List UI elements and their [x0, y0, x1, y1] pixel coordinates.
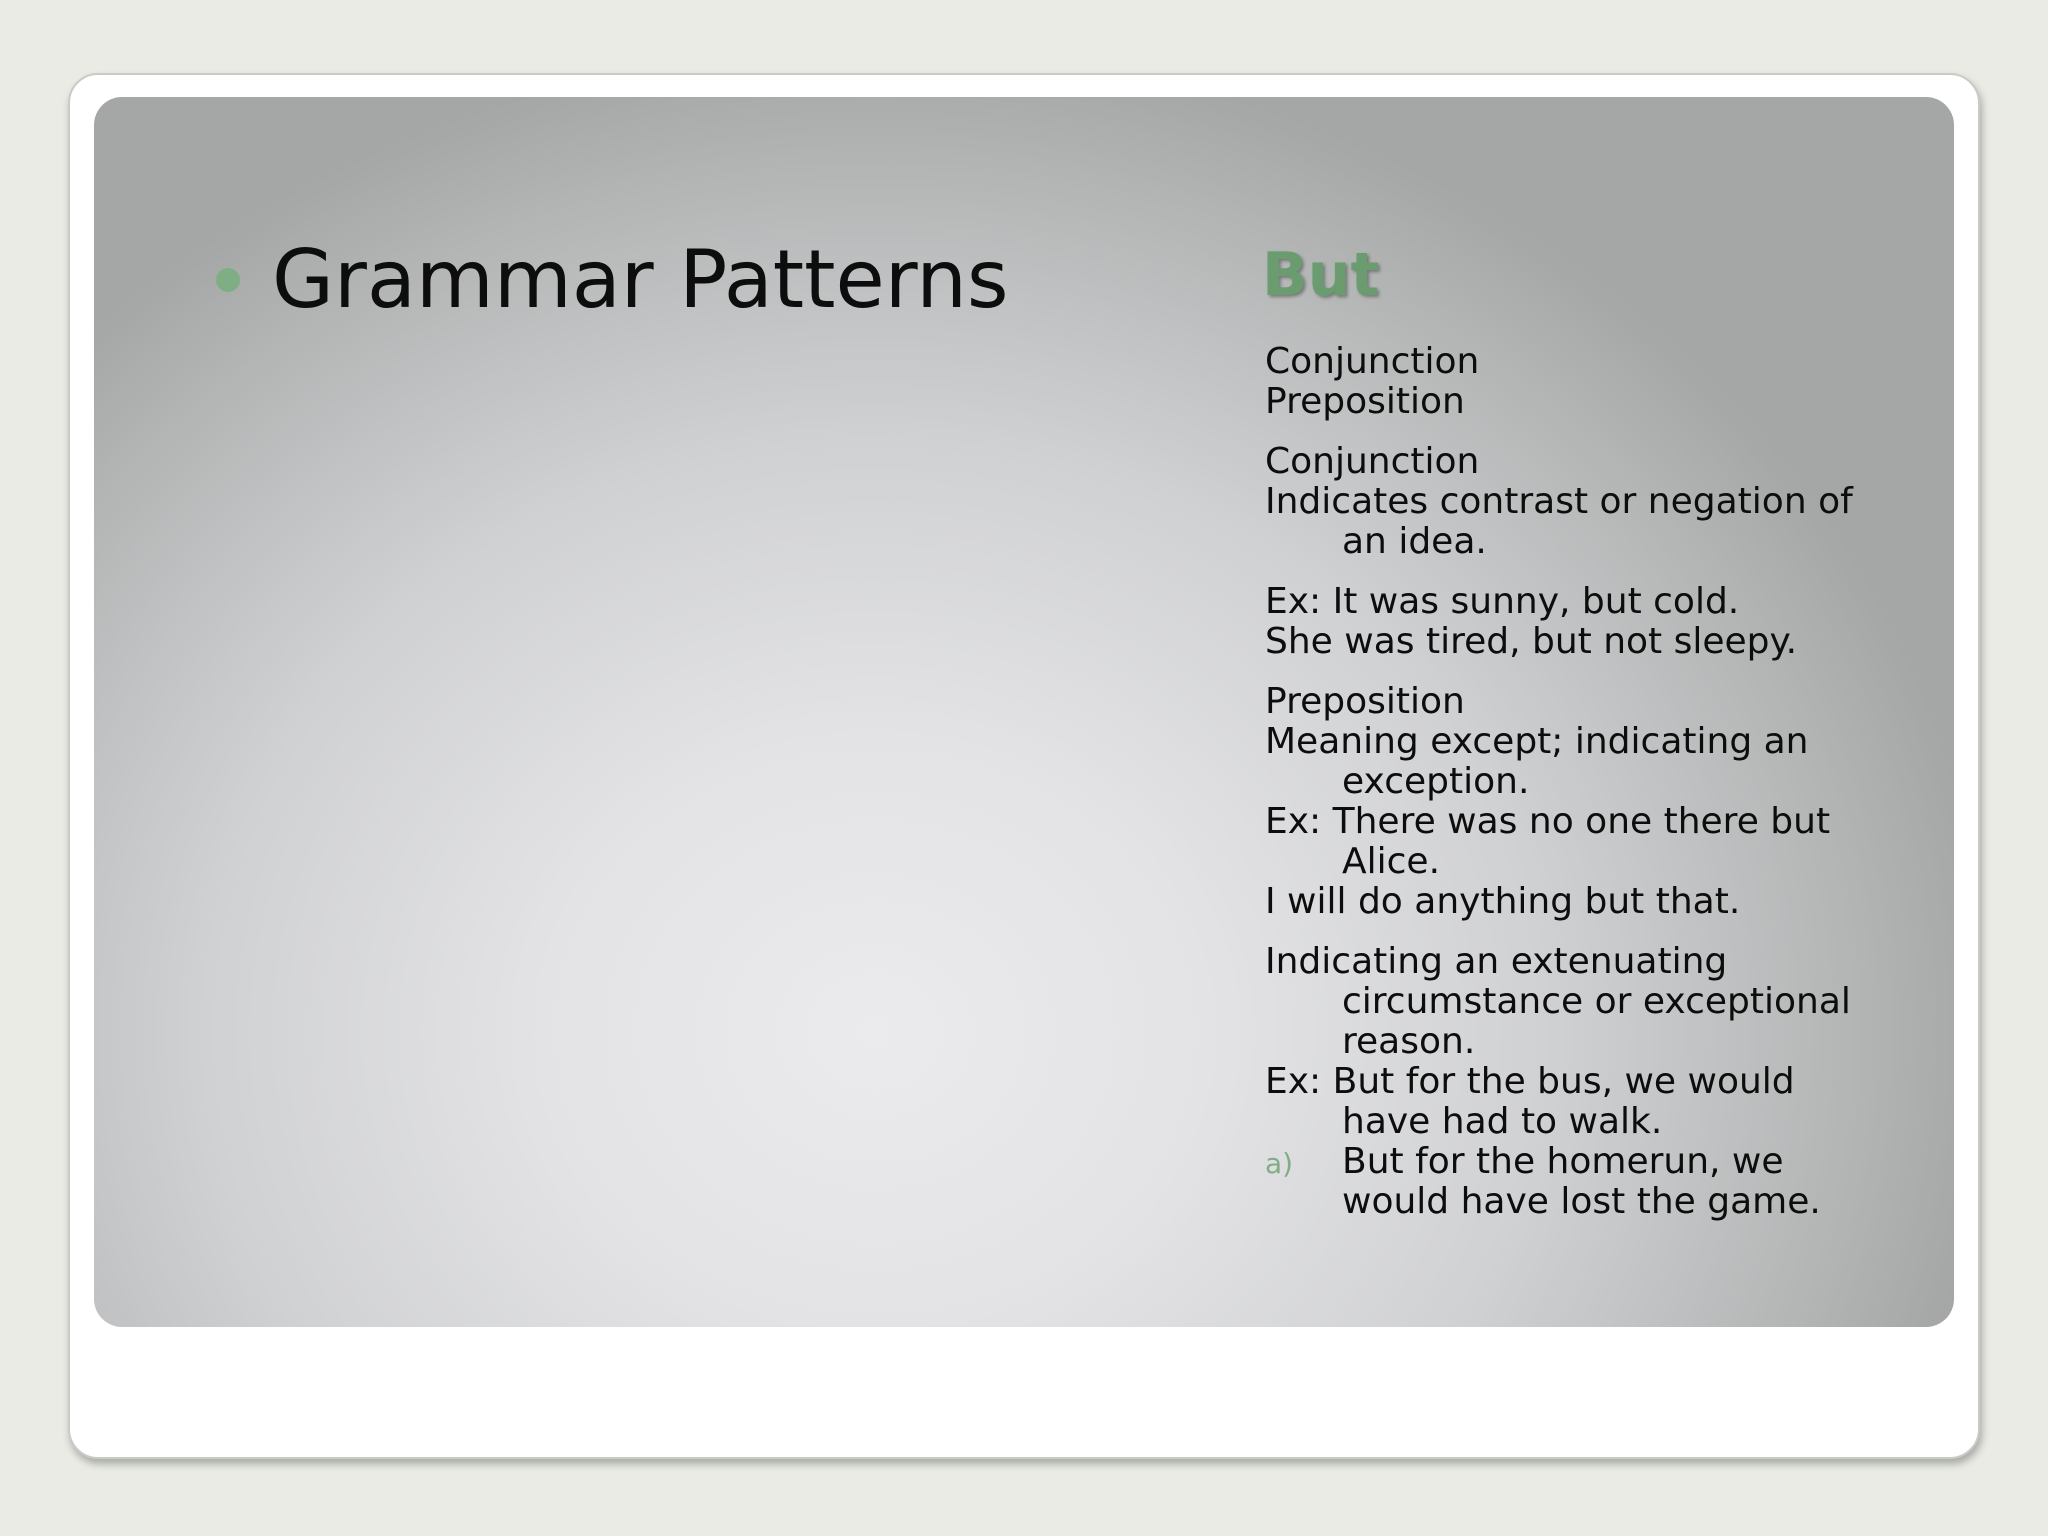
body-line: Indicates contrast or negation of [1265, 481, 1853, 522]
body-line: Ex: But for the bus, we would [1265, 1061, 1795, 1102]
body-line: Alice. [1342, 841, 1441, 882]
body-line: an idea. [1342, 521, 1487, 562]
body-line: have had to walk. [1342, 1101, 1663, 1142]
body-line: Conjunction [1265, 341, 1480, 382]
left-bullet-item [216, 233, 1009, 326]
body-line: would have lost the game. [1342, 1181, 1821, 1222]
body-line: reason. [1342, 1021, 1476, 1062]
list-marker: a) [1265, 1147, 1294, 1180]
body-line: I will do anything but that. [1265, 881, 1741, 922]
left-bullet-text: Grammar Patterns [272, 233, 1009, 326]
body-line: Ex: It was sunny, but cold. [1265, 581, 1740, 622]
slide-title: But [1262, 240, 1380, 310]
body-line: Ex: There was no one there but [1265, 801, 1831, 842]
list-item [1265, 1142, 1905, 1222]
body-line: circumstance or exceptional [1342, 981, 1851, 1022]
body-line: exception. [1342, 761, 1530, 802]
slide [94, 97, 1954, 1327]
body-line: Preposition [1265, 381, 1465, 422]
body-text [1265, 342, 1905, 1222]
bullet-dot-icon [216, 268, 240, 292]
body-line: Meaning except; indicating an [1265, 721, 1809, 762]
body-line: Conjunction [1265, 441, 1480, 482]
body-line: Preposition [1265, 681, 1465, 722]
body-line: Indicating an extenuating [1265, 941, 1728, 982]
body-line: But for the homerun, we [1342, 1141, 1784, 1182]
list-item-text [1342, 1142, 1821, 1222]
body-line: She was tired, but not sleepy. [1265, 621, 1798, 662]
